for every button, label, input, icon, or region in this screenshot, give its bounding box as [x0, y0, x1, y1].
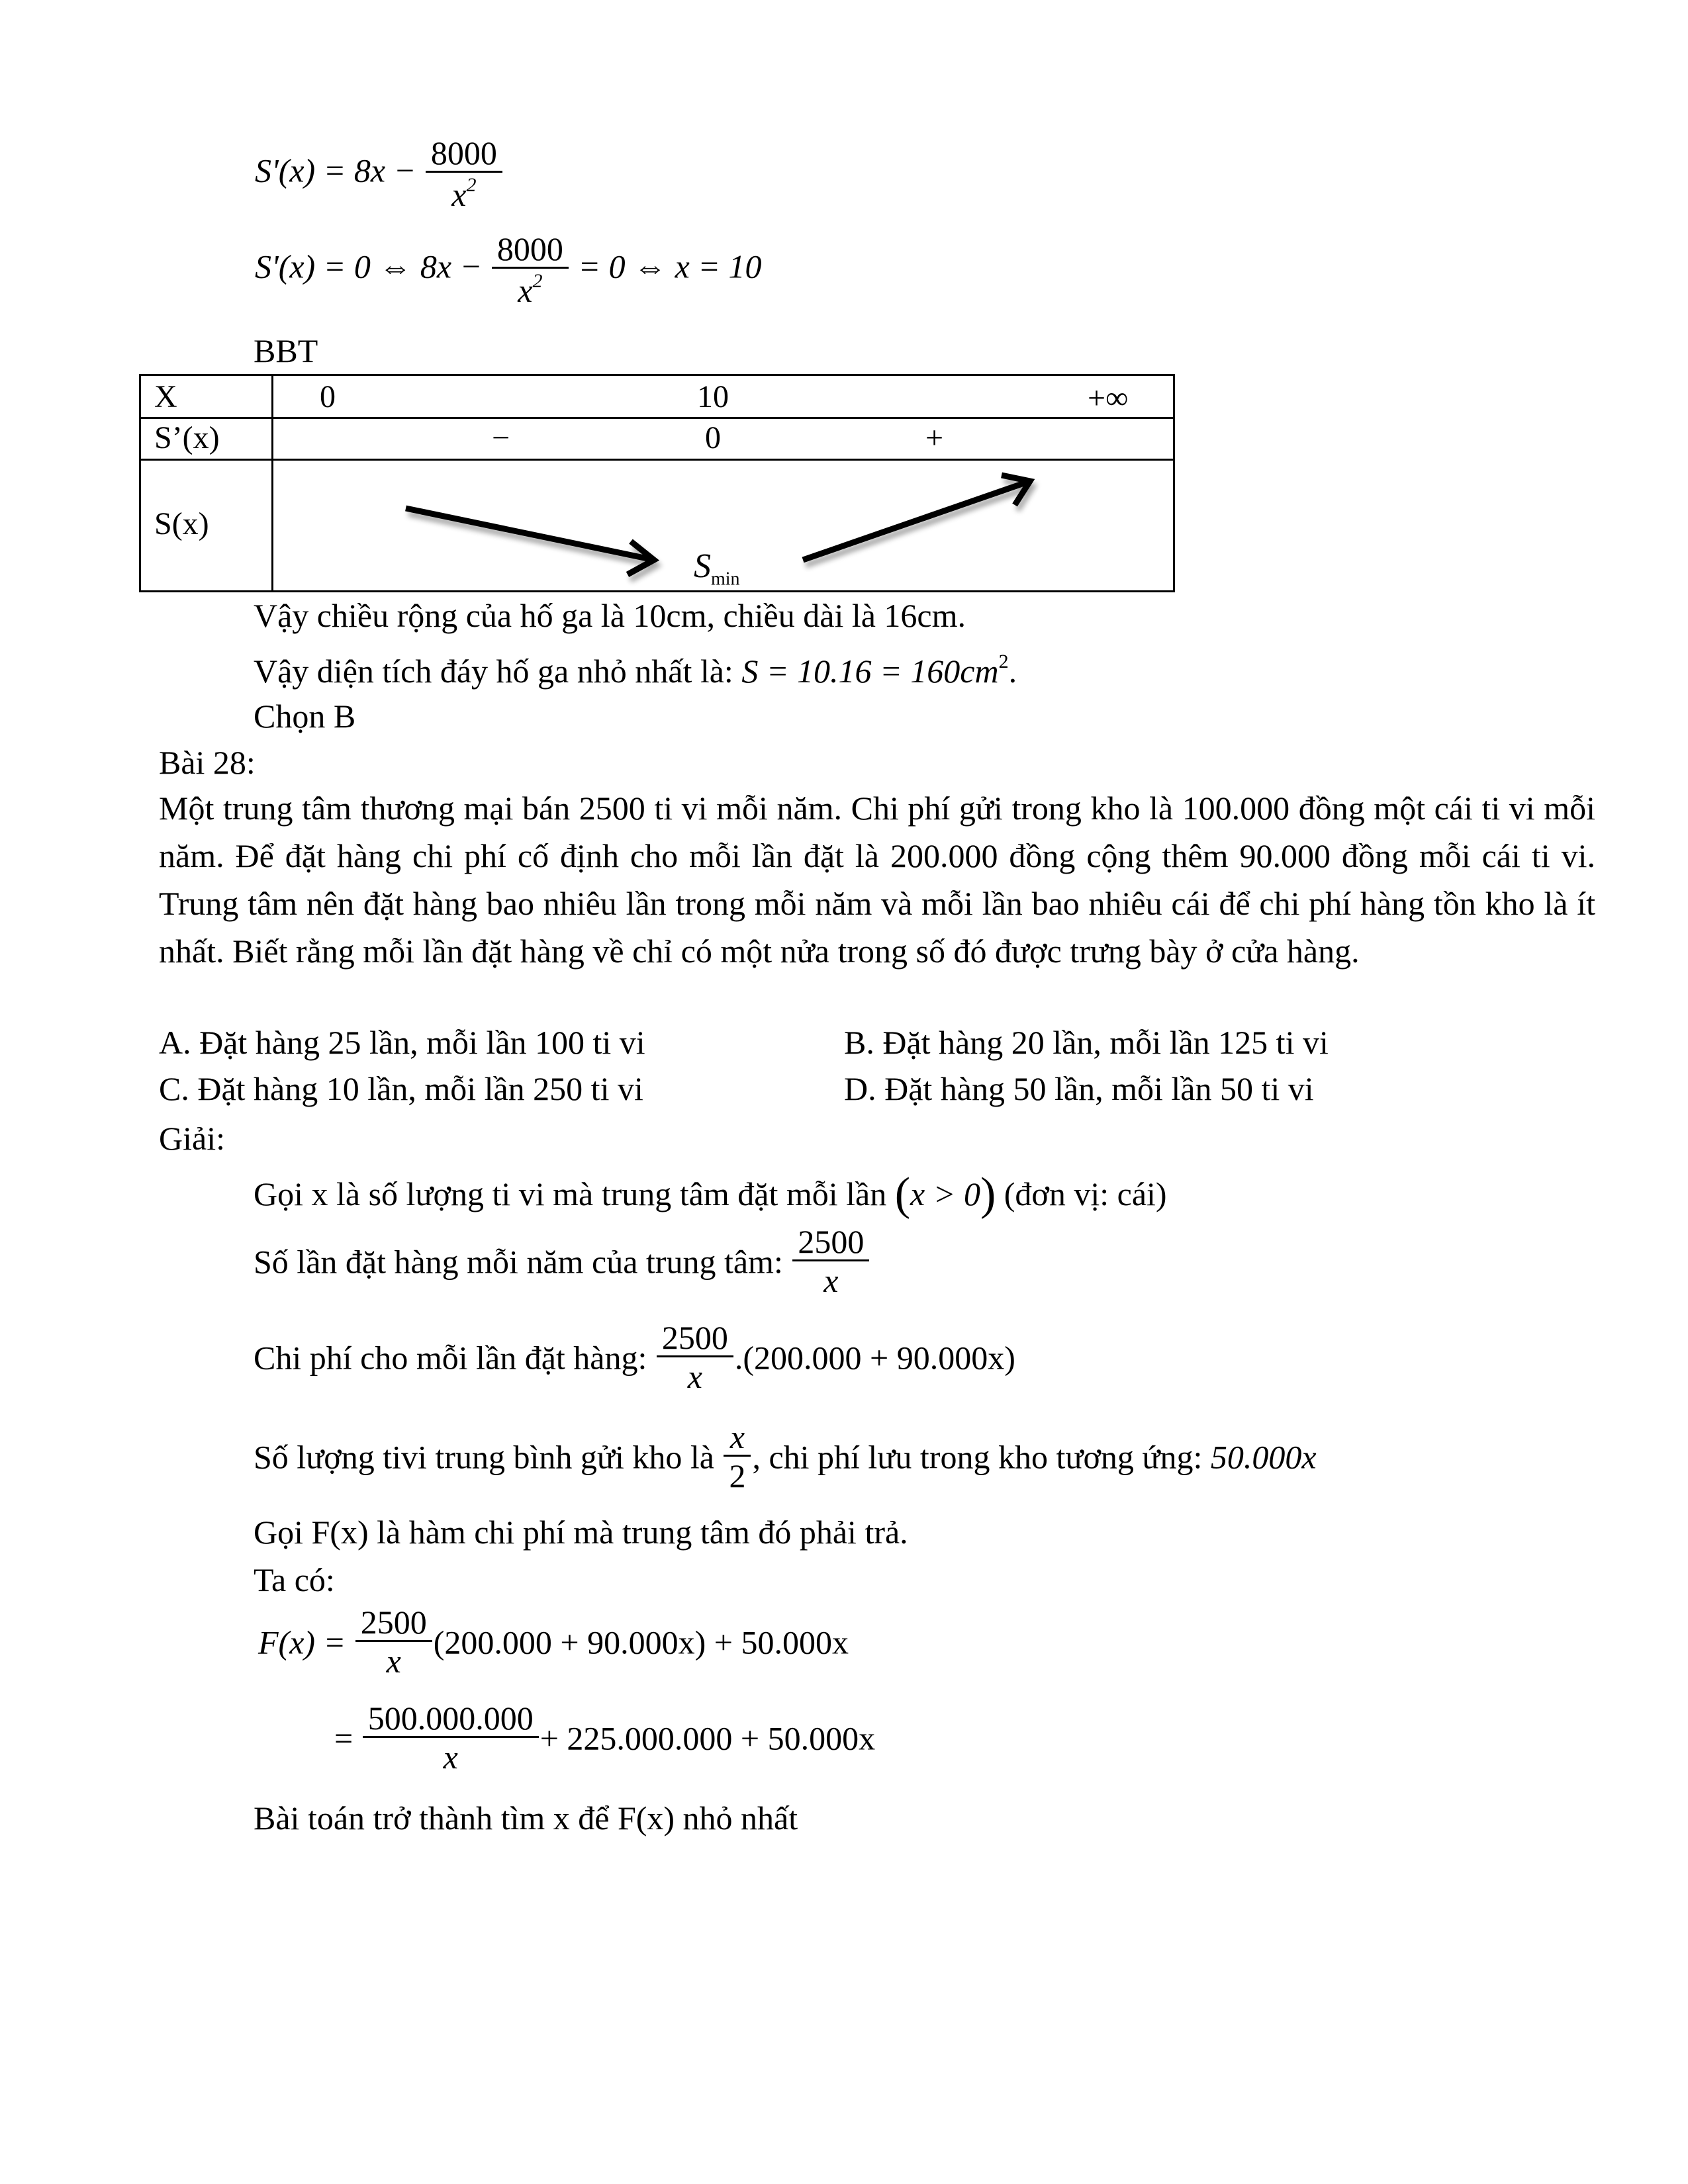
den-exponent: 2 — [466, 173, 477, 196]
numerator: 2500 — [360, 1604, 427, 1641]
numerator: 500.000.000 — [367, 1700, 534, 1737]
derivative-formula-2 — [255, 232, 762, 309]
numerator: 8000 — [430, 134, 497, 171]
fraction — [358, 1605, 430, 1680]
area-exponent: 2 — [998, 651, 1009, 672]
step-text: Chi phí cho mỗi lần đặt hàng: — [254, 1339, 647, 1377]
formula-lhs: S'(x) = 8x − — [255, 152, 416, 189]
numerator: x — [729, 1418, 745, 1455]
conclusion-area — [254, 652, 1017, 688]
fraction — [365, 1701, 536, 1776]
min-symbol: S — [694, 547, 711, 585]
step-text-cont: , chi phí lưu trong kho tương ứng: — [752, 1438, 1203, 1476]
solution-title: Giải: — [159, 1120, 225, 1157]
solution-step-6: Ta có: — [254, 1561, 335, 1598]
option-d: D. Đặt hàng 50 lần, mỗi lần 50 ti vi — [844, 1070, 1314, 1107]
solution-step-3 — [254, 1320, 1015, 1395]
function-rest: (200.000 + 90.000x) + 50.000x — [433, 1623, 849, 1661]
denominator: x — [363, 1736, 539, 1776]
denominator — [426, 171, 502, 213]
variation-table — [139, 374, 1175, 592]
equals-sign: = — [334, 1719, 353, 1757]
paren-open: ( — [894, 1169, 911, 1220]
fraction — [795, 1224, 867, 1299]
denominator: x — [657, 1355, 733, 1395]
answer-choice: Chọn B — [254, 698, 356, 735]
cost-function-line-2 — [334, 1701, 875, 1776]
x-value-0: 0 — [320, 379, 336, 414]
solution-step-7: Bài toán trở thành tìm x để F(x) nhỏ nhất — [254, 1799, 798, 1837]
x-value-infinity: +∞ — [1088, 381, 1129, 416]
step-text: Số lần đặt hàng mỗi năm của trung tâm: — [254, 1243, 783, 1281]
formula-lhs: S'(x) = 0 ⇔ 8x − — [255, 248, 483, 285]
cost-function-line-1 — [258, 1605, 849, 1680]
condition: x > 0 — [910, 1175, 980, 1212]
option-c: C. Đặt hàng 10 lần, mỗi lần 250 ti vi — [159, 1070, 643, 1107]
sign-negative: − — [492, 420, 510, 455]
row-label-derivative: S’(x) — [154, 420, 220, 455]
fraction — [494, 232, 566, 309]
min-value-label — [694, 549, 740, 588]
solution-step-4 — [254, 1420, 1317, 1494]
solution-step-2 — [254, 1224, 870, 1299]
row-label-function: S(x) — [154, 506, 209, 541]
problem-statement — [159, 784, 1595, 975]
numerator: 2500 — [798, 1223, 865, 1260]
solution-step-1 — [254, 1171, 1167, 1218]
area-formula: S = 10.16 = 160cm — [741, 653, 999, 690]
min-subscript: min — [711, 569, 740, 590]
denominator — [492, 267, 569, 309]
x-value-10: 10 — [697, 379, 729, 414]
denominator: x — [355, 1640, 432, 1680]
fraction — [428, 136, 500, 213]
statement-text: Một trung tâm thương mại bán 2500 ti vi mỗi năm. Chi phí gửi trong kho là 100.000 đồng một cái ti vi mỗi năm. Để đặt hàng chi phí cố định cho mỗi lần đặt là 200.000 đồng cộng thêm 90.000 đồng mỗi cái ti vi. Trung tâm nên đặt hàng bao nhiêu lần trong mỗi năm và mỗi lần bao nhiêu cái để chi phí hàng tồn kho là ít nhất. Biết rằng mỗi lần đặt hàng về chỉ có một nửa trong số đó được trưng bày ở cửa hàng. — [159, 790, 1595, 970]
numerator: 8000 — [496, 230, 563, 267]
step-formula: .(200.000 + 90.000x) — [734, 1339, 1015, 1377]
row-label-x: X — [154, 379, 177, 414]
area-text: Vậy diện tích đáy hố ga nhỏ nhất là: — [254, 653, 733, 690]
problem-title: Bài 28: — [159, 744, 256, 781]
denominator: x — [792, 1259, 869, 1299]
step-text: Gọi x là số lượng ti vi mà trung tâm đặt mỗi lần — [254, 1175, 887, 1212]
solution-step-5: Gọi F(x) là hàm chi phí mà trung tâm đó phải trả. — [254, 1514, 908, 1551]
step-text: Số lượng tivi trung bình gửi kho là — [254, 1438, 714, 1476]
fraction — [659, 1320, 731, 1395]
option-b: B. Đặt hàng 20 lần, mỗi lần 125 ti vi — [844, 1024, 1329, 1061]
function-rest: + 225.000.000 + 50.000x — [539, 1719, 876, 1757]
function-lhs: F(x) = — [258, 1623, 346, 1661]
formula-rhs: = 0 ⇔ x = 10 — [578, 248, 762, 285]
increasing-arrow-icon — [141, 376, 1174, 591]
denominator: 2 — [724, 1455, 751, 1494]
den-exponent: 2 — [532, 269, 543, 292]
area-period: . — [1008, 653, 1017, 690]
derivative-zero: 0 — [705, 420, 721, 455]
den-base: x — [518, 271, 533, 309]
conclusion-dimensions: Vậy chiều rộng của hố ga là 10cm, chiều dài là 16cm. — [254, 597, 966, 634]
option-a: A. Đặt hàng 25 lần, mỗi lần 100 ti vi — [159, 1024, 645, 1061]
numerator: 2500 — [661, 1319, 728, 1356]
derivative-formula-1 — [255, 136, 504, 213]
den-base: x — [451, 175, 467, 213]
unit-text: (đơn vị: cái) — [1004, 1175, 1167, 1212]
storage-cost: 50.000x — [1210, 1438, 1317, 1476]
bbt-label: BBT — [254, 332, 318, 369]
paren-close: ) — [980, 1169, 996, 1220]
sign-positive: + — [925, 420, 944, 455]
fraction — [726, 1420, 748, 1494]
